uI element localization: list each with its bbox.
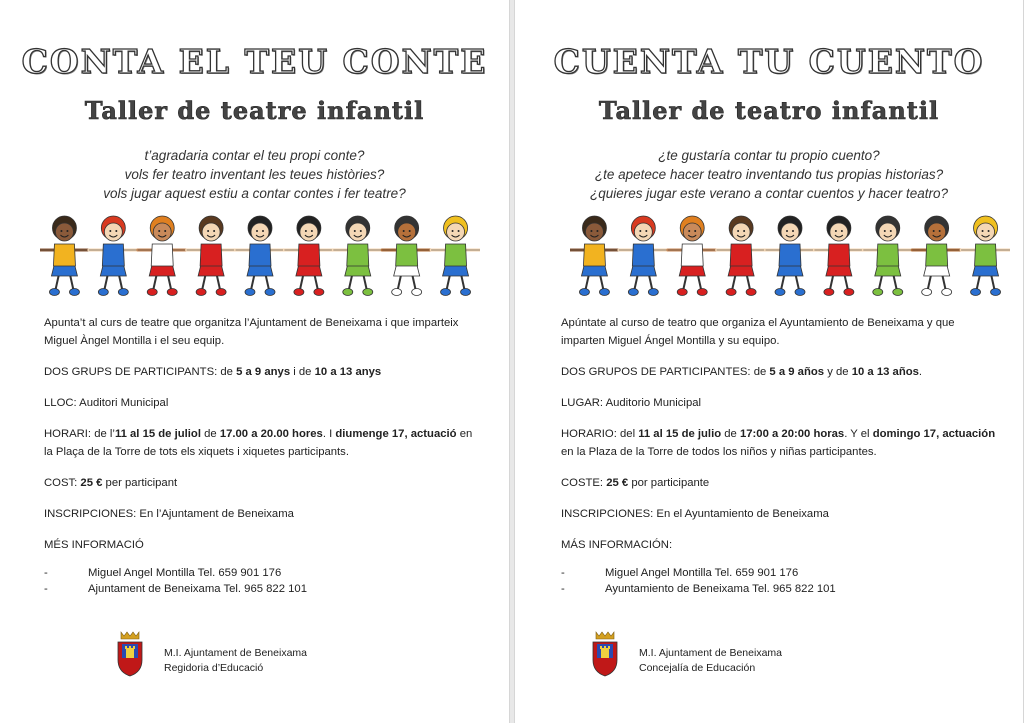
question-line: vols jugar aquest estiu a contar contes i fer teatre? (103, 186, 406, 201)
list-item: - Miguel Angel Montilla Tel. 659 901 176 (561, 567, 799, 579)
child-figure (431, 216, 480, 296)
child-figure (138, 216, 187, 296)
child-figure (912, 216, 961, 296)
info-heading: MÁS INFORMACIÓN: (561, 539, 673, 551)
flyer-catalan (0, 0, 510, 723)
inscriptions-text: INSCRIPCIONES: En l’Ajuntament de Beneixama (44, 508, 294, 520)
schedule-text: HORARIO: del 11 al 15 de julio de 17:00 a 20:00 horas. Y el domingo 17, actuación en la Plaza de la Torre de todos los niños y niñas participantes. (561, 428, 996, 458)
question-line: ¿te apetece hacer teatro inventando tus propias historias? (594, 167, 944, 182)
flyer-title: CUENTA TU CUENTO (553, 42, 985, 81)
footer-line: M.I. Ajuntament de Beneixama (639, 647, 782, 659)
place-text: LLOC: Auditori Municipal (44, 397, 169, 409)
question-line: t’agradaria contar el teu propi conte? (144, 148, 365, 163)
child-figure (89, 216, 138, 296)
list-item: - Miguel Angel Montilla Tel. 659 901 176 (44, 567, 282, 579)
child-figure (863, 216, 912, 296)
info-heading: MÉS INFORMACIÓ (44, 539, 144, 551)
groups-text: DOS GRUPS DE PARTICIPANTS: de 5 a 9 anys i de 10 a 13 anys (44, 366, 382, 378)
children-illustration (40, 212, 480, 302)
child-figure (40, 216, 89, 296)
child-figure (570, 216, 619, 296)
child-figure (668, 216, 717, 296)
town-crest-icon (116, 630, 144, 678)
intro-text: Apunta’t al curs de teatre que organitza l’Ajuntament de Beneixama i que imparteix Miguel Àngel Montilla i el seu equip. (44, 317, 459, 347)
question-line: vols fer teatro inventant les teues històries? (124, 167, 385, 182)
groups-text: DOS GRUPOS DE PARTICIPANTES: de 5 a 9 años y de 10 a 13 años. (561, 366, 923, 378)
child-figure (717, 216, 766, 296)
footer-line: Concejalía de Educación (639, 662, 756, 674)
child-figure (961, 216, 1010, 296)
flyer-body (44, 314, 484, 597)
flyer-spanish (514, 0, 1024, 723)
flyer-subtitle: Taller de teatre infantil (84, 96, 425, 125)
footer-line: M.I. Ajuntament de Beneixama (164, 647, 307, 659)
list-item: - Ayuntamiento de Beneixama Tel. 965 822 101 (561, 583, 836, 595)
footer (591, 630, 851, 680)
flyer-questions (515, 146, 1023, 203)
child-figure (187, 216, 236, 296)
cost-text: COST: 25 € per participant (44, 477, 178, 489)
footer (116, 630, 376, 680)
question-line: ¿quieres jugar este verano a contar cuentos y hacer teatro? (590, 186, 948, 201)
child-figure (284, 216, 333, 296)
child-figure (333, 216, 382, 296)
cost-text: COSTE: 25 € por participante (561, 477, 710, 489)
footer-text (639, 646, 782, 676)
flyer-body (561, 314, 1001, 597)
flyer-title: CONTA EL TEU CONTE (21, 42, 488, 81)
footer-line: Regidoria d’Educació (164, 662, 264, 674)
town-crest-icon (591, 630, 619, 678)
child-figure (814, 216, 863, 296)
place-text: LUGAR: Auditorio Municipal (561, 397, 702, 409)
schedule-text: HORARI: de l’11 al 15 de juliol de 17.00 a 20.00 hores. I diumenge 17, actuació en la Plaça de la Torre de tots els xiquets i xiquetes participants. (44, 428, 473, 458)
child-figure (236, 216, 285, 296)
question-line: ¿te gustaría contar tu propio cuento? (658, 148, 880, 163)
intro-text: Apúntate al curso de teatro que organiza el Ayuntamiento de Beneixama y que imparten Miguel Ángel Montilla y su equipo. (561, 317, 955, 347)
contact-list (561, 565, 1001, 597)
footer-text (164, 646, 307, 676)
flyer-subtitle: Taller de teatro infantil (598, 96, 940, 125)
child-figure (766, 216, 815, 296)
list-item: - Ajuntament de Beneixama Tel. 965 822 101 (44, 583, 307, 595)
child-figure (619, 216, 668, 296)
inscriptions-text: INSCRIPCIONES: En el Ayuntamiento de Beneixama (561, 508, 829, 520)
child-figure (382, 216, 431, 296)
flyer-questions (0, 146, 509, 203)
children-illustration (570, 212, 1010, 302)
contact-list (44, 565, 484, 597)
